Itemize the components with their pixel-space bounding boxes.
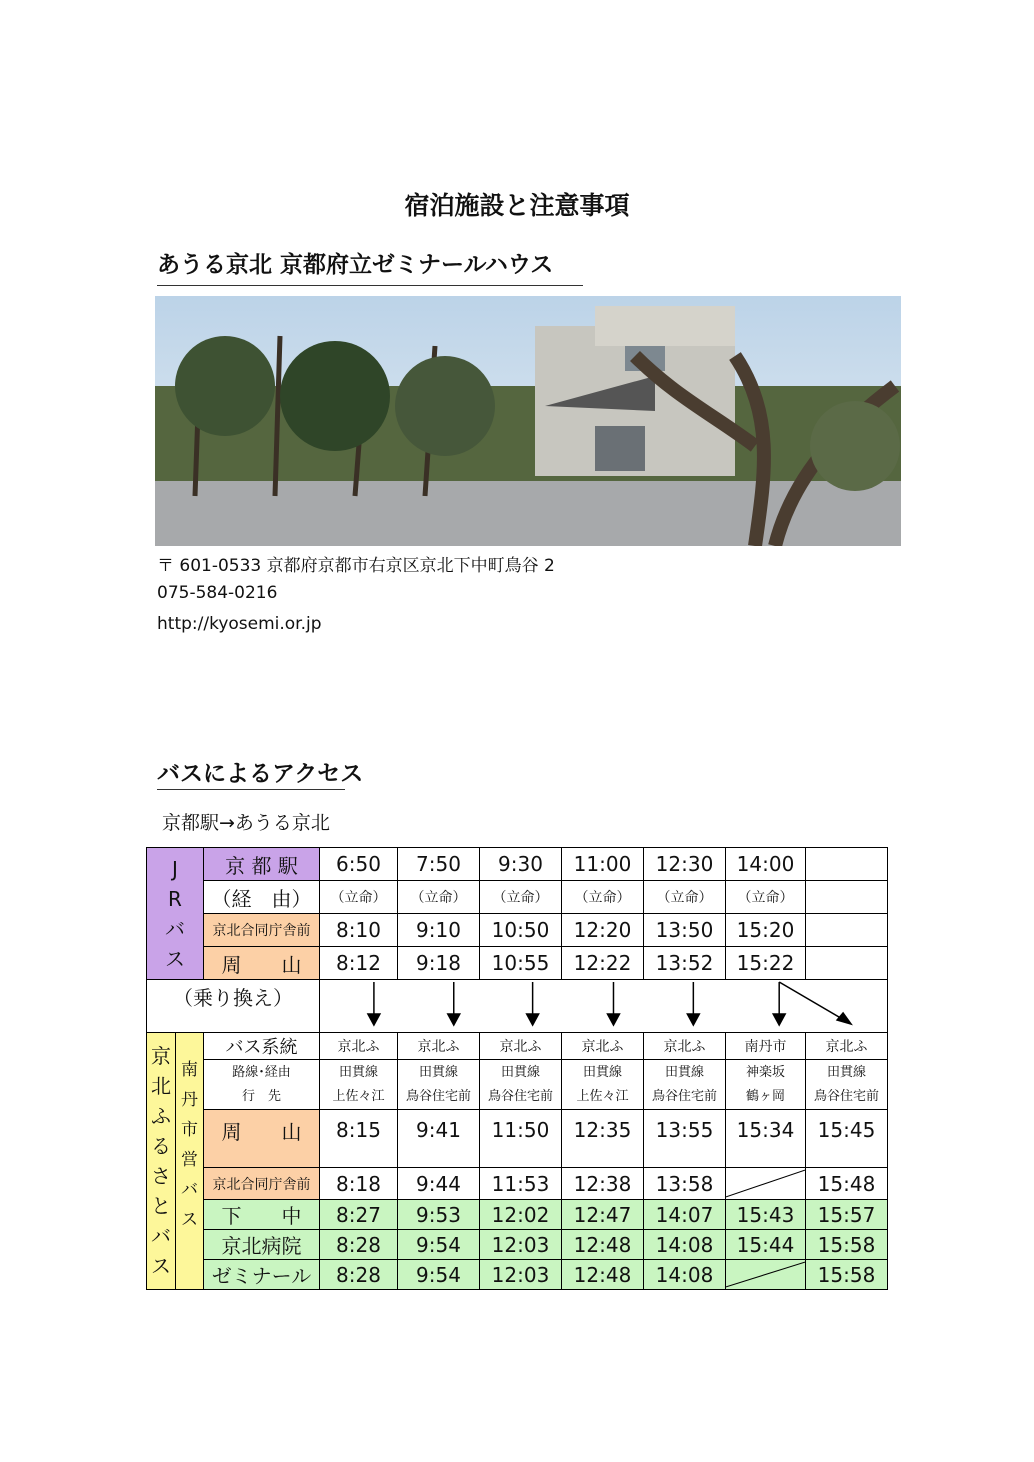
system-cell: 京北ふ	[480, 1033, 562, 1060]
time-cell: 11:50	[480, 1110, 562, 1168]
route-cell: 田貫線 鳥谷住宅前	[644, 1060, 726, 1110]
via-cell: （立命）	[480, 881, 562, 914]
jr-row-keihoku-office	[147, 914, 888, 947]
bus-system-label: バス系統	[204, 1033, 320, 1060]
time-cell: 11:00	[562, 848, 644, 881]
system-cell: 京北ふ	[806, 1033, 888, 1060]
time-cell: 12:48	[562, 1230, 644, 1260]
jr-bus-label: J R バ ス	[147, 848, 204, 980]
time-cell: 15:58	[806, 1260, 888, 1290]
time-cell: 9:18	[398, 947, 480, 980]
route-cell: 田貫線 鳥谷住宅前	[398, 1060, 480, 1110]
route-caption: 京都駅→あうる京北	[162, 812, 330, 834]
transfer-row	[147, 980, 888, 1033]
time-cell: 9:10	[398, 914, 480, 947]
time-cell	[806, 914, 888, 947]
route-dest-row	[147, 1060, 888, 1110]
time-cell: 15:57	[806, 1200, 888, 1230]
via-cell: （立命）	[562, 881, 644, 914]
time-cell: 6:50	[320, 848, 398, 881]
time-cell: 12:48	[562, 1260, 644, 1290]
facility-phone: 075-584-0216	[157, 583, 278, 603]
jr-row-kyoto	[147, 848, 888, 881]
via-cell: （立命）	[320, 881, 398, 914]
station-keihoku-office-local: 京北合同庁舎前	[204, 1168, 320, 1200]
time-cell: 9:44	[398, 1168, 480, 1200]
station-shuzan: 周 山	[204, 947, 320, 980]
bus-timetable	[146, 847, 888, 1290]
time-cell: 15:45	[806, 1110, 888, 1168]
time-cell: 15:34	[726, 1110, 806, 1168]
jr-row-via	[147, 881, 888, 914]
time-cell: 9:54	[398, 1260, 480, 1290]
time-cell: 9:53	[398, 1200, 480, 1230]
time-cell: 8:28	[320, 1260, 398, 1290]
time-cell	[806, 947, 888, 980]
station-keihoku-office: 京北合同庁舎前	[204, 914, 320, 947]
transfer-arrows	[320, 980, 888, 1033]
down-arrow-icon	[687, 1014, 699, 1025]
facility-url[interactable]: http://kyosemi.or.jp	[157, 614, 322, 634]
down-arrow-icon	[527, 1014, 539, 1025]
time-cell: 15:43	[726, 1200, 806, 1230]
route-cell: 田貫線 上佐々江	[320, 1060, 398, 1110]
facility-address: 〒 601-0533 京都府京都市右京区京北下中町鳥谷 2	[157, 556, 555, 576]
time-cell: 15:44	[726, 1230, 806, 1260]
no-service-cell	[726, 1168, 806, 1200]
time-cell: 8:18	[320, 1168, 398, 1200]
time-cell: 12:22	[562, 947, 644, 980]
time-cell: 15:20	[726, 914, 806, 947]
via-cell: （立命）	[398, 881, 480, 914]
route-cell: 田貫線 上佐々江	[562, 1060, 644, 1110]
route-cell: 神楽坂 鶴ヶ岡	[726, 1060, 806, 1110]
time-cell: 14:08	[644, 1230, 726, 1260]
local-row-keihoku-office	[147, 1168, 888, 1200]
local-row-seminar	[147, 1260, 888, 1290]
time-cell: 14:07	[644, 1200, 726, 1230]
down-arrow-icon	[607, 1014, 619, 1025]
time-cell: 12:35	[562, 1110, 644, 1168]
time-cell: 9:41	[398, 1110, 480, 1168]
time-cell: 12:02	[480, 1200, 562, 1230]
station-via: （経 由）	[204, 881, 320, 914]
nantan-city-bus-col: 南 丹 市 営 バ ス	[176, 1033, 204, 1290]
time-cell: 12:20	[562, 914, 644, 947]
facility-heading: あうる京北 京都府立ゼミナールハウス	[157, 252, 554, 278]
facility-photo	[155, 296, 901, 546]
down-arrow-icon	[773, 1014, 785, 1025]
time-cell: 12:03	[480, 1260, 562, 1290]
time-cell: 10:55	[480, 947, 562, 980]
station-seminar-house: ゼミナール	[204, 1260, 320, 1290]
via-cell: （立命）	[726, 881, 806, 914]
time-cell: 15:48	[806, 1168, 888, 1200]
station-shuzan-local: 周 山	[204, 1110, 320, 1168]
system-cell: 京北ふ	[562, 1033, 644, 1060]
time-cell: 12:03	[480, 1230, 562, 1260]
time-cell: 15:22	[726, 947, 806, 980]
time-cell: 8:10	[320, 914, 398, 947]
access-heading-underline	[157, 789, 345, 790]
time-cell: 8:15	[320, 1110, 398, 1168]
local-row-shuzan	[147, 1110, 888, 1168]
jr-row-shuzan	[147, 947, 888, 980]
down-arrow-icon	[448, 1014, 460, 1025]
time-cell: 13:50	[644, 914, 726, 947]
system-cell: 京北ふ	[398, 1033, 480, 1060]
bus-system-row	[147, 1033, 888, 1060]
time-cell: 13:58	[644, 1168, 726, 1200]
time-cell: 12:38	[562, 1168, 644, 1200]
time-cell: 7:50	[398, 848, 480, 881]
system-cell: 京北ふ	[320, 1033, 398, 1060]
time-cell: 9:54	[398, 1230, 480, 1260]
facility-heading-underline	[157, 285, 583, 286]
time-cell: 11:53	[480, 1168, 562, 1200]
time-cell: 14:08	[644, 1260, 726, 1290]
time-cell	[806, 848, 888, 881]
via-cell	[806, 881, 888, 914]
time-cell: 12:47	[562, 1200, 644, 1230]
via-cell: （立命）	[644, 881, 726, 914]
route-dest-label: 路線･経由 行 先	[204, 1060, 320, 1110]
station-shimonaka: 下 中	[204, 1200, 320, 1230]
system-cell: 南丹市	[726, 1033, 806, 1060]
access-heading: バスによるアクセス	[157, 761, 364, 787]
time-cell: 15:58	[806, 1230, 888, 1260]
time-cell: 8:27	[320, 1200, 398, 1230]
route-cell: 田貫線 鳥谷住宅前	[480, 1060, 562, 1110]
time-cell: 9:30	[480, 848, 562, 881]
time-cell: 12:30	[644, 848, 726, 881]
time-cell: 10:50	[480, 914, 562, 947]
keihoku-furusato-bus-label: 京 北 ふ る さ と バ ス	[147, 1033, 176, 1290]
route-cell: 田貫線 鳥谷住宅前	[806, 1060, 888, 1110]
station-keihoku-hospital: 京北病院	[204, 1230, 320, 1260]
down-arrow-icon	[368, 1014, 380, 1025]
local-row-hospital	[147, 1230, 888, 1260]
system-cell: 京北ふ	[644, 1033, 726, 1060]
time-cell: 14:00	[726, 848, 806, 881]
page-title: 宿泊施設と注意事項	[404, 191, 630, 220]
time-cell: 8:12	[320, 947, 398, 980]
time-cell: 8:28	[320, 1230, 398, 1260]
transfer-label: （乗り換え）	[147, 980, 320, 1033]
station-kyoto: 京 都 駅	[204, 848, 320, 881]
no-service-cell	[726, 1260, 806, 1290]
time-cell: 13:55	[644, 1110, 726, 1168]
local-row-shimonaka	[147, 1200, 888, 1230]
time-cell: 13:52	[644, 947, 726, 980]
diagonal-arrow-icon	[837, 1013, 851, 1024]
